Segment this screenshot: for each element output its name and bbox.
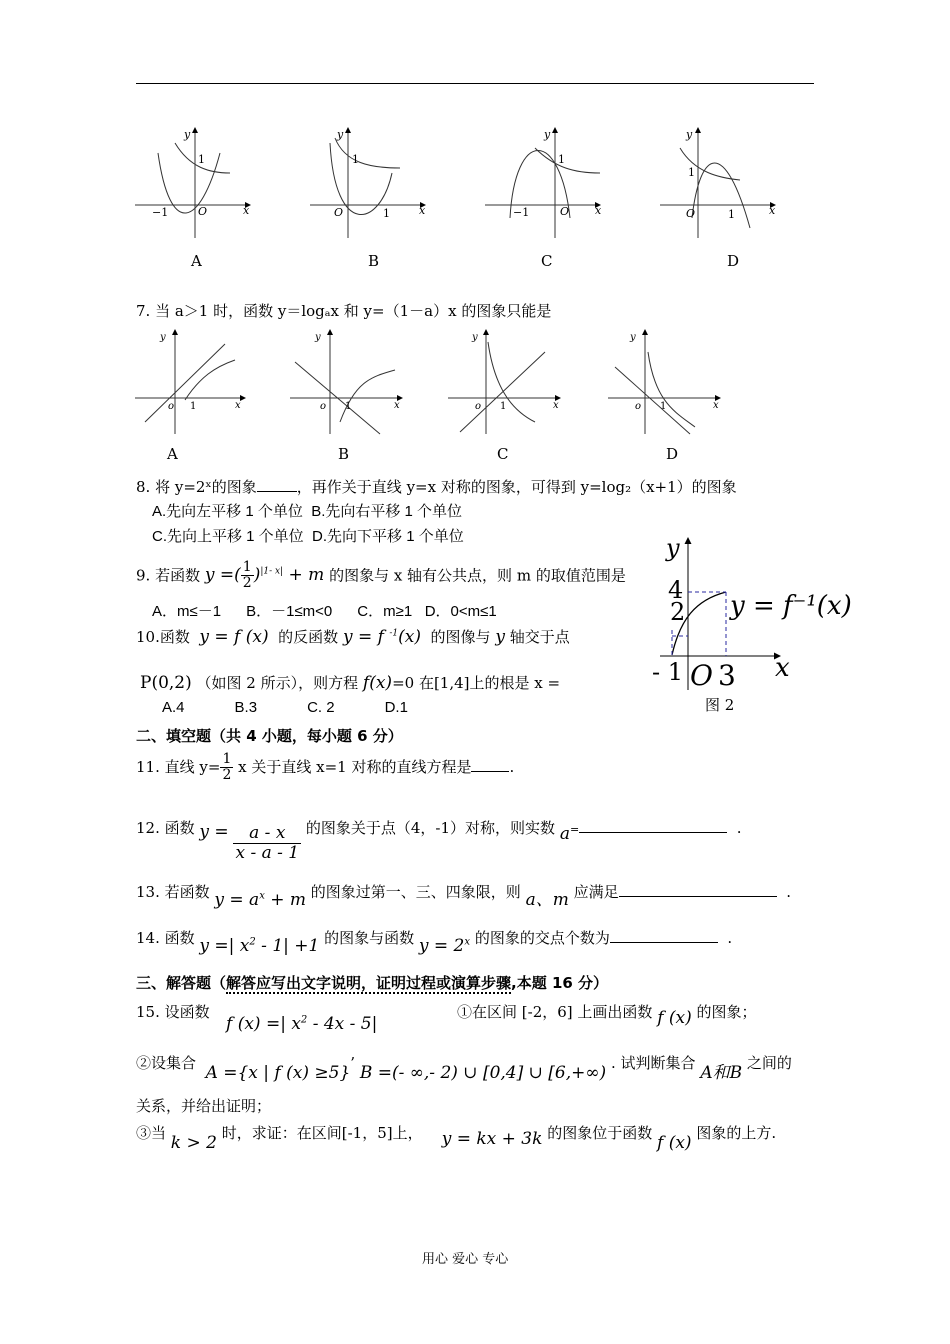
q10-line2: P(0,2) （如图 2 所示），则方程 f(x)=0 在[1,4]上的根是 x = <box>140 673 561 693</box>
svg-text:y: y <box>184 128 191 141</box>
q8-option-d: D.先向下平移 1 个单位 <box>312 528 464 545</box>
svg-text:O: O <box>198 205 208 218</box>
svg-text:x: x <box>553 400 559 411</box>
q7-stem: 7. 当 a＞1 时，函数 y＝logₐx 和 y=（1－a）x 的图象只能是 <box>136 302 552 320</box>
q9-option-d: D．0<m≤1 <box>424 603 497 620</box>
q9-option-c: C．m≥1 <box>357 603 413 620</box>
svg-text:o: o <box>168 401 175 412</box>
svg-text:y: y <box>315 332 321 343</box>
svg-text:1: 1 <box>558 153 565 166</box>
svg-text:y: y <box>686 128 693 141</box>
q8-stem: 8. 将 y=2ˣ的图象 ，再作关于直线 y=x 对称的图象，可得到 y=log₂（x+1）的图象 <box>136 478 737 496</box>
q15-part2-line2: 关系，并给出证明； <box>136 1097 272 1115</box>
svg-text:x: x <box>595 204 602 217</box>
q9-stem: 9. 若函数 y =( $\frac{1}{2}$ )$^{|1- x|}$ + m 的图象与 x 轴有公共点，则 m 的取值范围是 <box>136 559 626 592</box>
q7-graph-row <box>130 322 730 437</box>
svg-text:o: o <box>320 401 327 412</box>
fig2-origin: O <box>690 659 713 692</box>
svg-text:O: O <box>686 207 696 220</box>
q10-option-a: A.4 <box>162 699 185 716</box>
section-3-heading: 三、解答题（解答应写出文字说明，证明过程或演算步骤,本题 16 分） <box>136 974 609 992</box>
fig2-curve-label: y = f⁻¹(x) <box>730 591 852 621</box>
svg-text:1: 1 <box>345 401 352 412</box>
q15-intro: 15. 设函数 <box>136 1003 210 1021</box>
q6-label-b: B <box>368 252 380 270</box>
fig2-tick-4: 4 <box>668 576 684 604</box>
q10-option-d: D.1 <box>384 699 408 716</box>
q6-graph-d <box>660 128 775 238</box>
q15-part1: ①在区间 [-2，6] 上画出函数 f (x) 的图象； <box>457 1003 757 1028</box>
svg-text:y: y <box>337 128 344 141</box>
svg-text:O: O <box>560 205 570 218</box>
q9-option-b: B．－1≤m<0 <box>246 603 333 620</box>
svg-text:o: o <box>475 401 482 412</box>
page-footer: 用心 爱心 专心 <box>422 1252 509 1267</box>
svg-text:x: x <box>235 400 241 411</box>
q8-options-row2 <box>152 525 464 546</box>
q6-graph-b <box>310 128 425 238</box>
svg-text:1: 1 <box>688 166 695 179</box>
q7-label-b: B <box>338 445 350 463</box>
fig2-tick-neg1: - 1 <box>652 658 684 686</box>
q13: 13. 若函数 $y = a^x + m$ 的图象过第一、三、四象限，则 a、m 应满足 . <box>136 883 791 910</box>
q15-function: f (x) =| $x^2 - 4x - 5|$ <box>226 1014 378 1034</box>
svg-text:−1: −1 <box>152 206 169 219</box>
svg-text:−1: −1 <box>513 206 530 219</box>
fig2-y-label: y <box>666 534 680 562</box>
q8-option-b: B.先向右平移 1 个单位 <box>311 503 463 520</box>
svg-text:o: o <box>635 401 642 412</box>
q8-options-row1 <box>152 500 462 521</box>
svg-text:y: y <box>472 332 478 343</box>
q12: 12. 函数 y = $\frac{a - x}{x - a - 1}$ 的图象关于点（4，-1）对称，则实数 a= . <box>136 819 742 863</box>
q6-graph-c <box>485 128 600 238</box>
q8-option-a: A.先向左平移 1 个单位 <box>152 503 303 520</box>
q14: 14. 函数 y =| $x^2 - 1| +1$ 的图象与函数 $y = 2^x$ 的图象的交点个数为 . <box>136 929 733 956</box>
q15-part2: ②设集合 A ={x | f (x) ≥5}’ B =(- ∞,- 2) ∪ [0,4] ∪ [6,+∞) . 试判断集合 A和B 之间的 <box>136 1054 792 1083</box>
svg-text:1: 1 <box>383 207 390 220</box>
q15-part3: ③当 k > 2 时，求证：在区间[-1，5]上， y = kx + 3k 的图象位于函数 f (x) 图象的上方. <box>136 1124 777 1153</box>
svg-text:x: x <box>243 204 250 217</box>
q9-options <box>152 600 497 621</box>
q11: 11. 直线 y= $\frac{1}{2}$ x 关于直线 x=1 对称的直线方程是 . <box>136 751 515 784</box>
q10-option-b: B.3 <box>234 699 258 716</box>
q6-label-a: A <box>191 252 202 270</box>
svg-text:x: x <box>419 204 426 217</box>
svg-text:1: 1 <box>660 401 667 412</box>
svg-text:x: x <box>713 400 719 411</box>
q6-label-c: C <box>541 252 553 270</box>
header-rule <box>136 83 814 84</box>
q8-option-c: C.先向上平移 1 个单位 <box>152 528 304 545</box>
fig2-tick-2: 2 <box>670 598 686 626</box>
q6-graph-row <box>130 118 790 278</box>
svg-text:x: x <box>394 400 400 411</box>
svg-text:1: 1 <box>190 401 197 412</box>
q6-label-d: D <box>727 252 740 270</box>
svg-text:O: O <box>334 206 344 219</box>
fig2-x-label: x <box>775 653 790 683</box>
section-2-heading: 二、填空题（共 4 小题，每小题 6 分） <box>136 727 403 745</box>
svg-text:1: 1 <box>728 208 735 221</box>
svg-text:1: 1 <box>500 401 507 412</box>
q7-label-d: D <box>666 445 679 463</box>
svg-text:y: y <box>544 128 551 141</box>
q10-options <box>162 699 408 716</box>
svg-text:x: x <box>769 204 776 217</box>
svg-text:1: 1 <box>198 153 205 166</box>
svg-text:1: 1 <box>352 153 359 166</box>
fig2-tick-3: 3 <box>718 659 736 692</box>
figure-2 <box>650 530 852 695</box>
q7-label-a: A <box>167 445 178 463</box>
fig2-caption: 图 2 <box>705 696 735 714</box>
q10-line1: 10.函数 y = f (x) 的反函数 y = f $^{-1}$(x) 的图像与 y 轴交于点 <box>136 627 570 647</box>
q9-option-a: A．m≤－1 <box>152 603 222 620</box>
q9-formula: y =( $\frac{1}{2}$ )$^{|1- x|}$ + m <box>204 559 325 592</box>
q10-option-c: C. 2 <box>307 699 335 716</box>
svg-text:y: y <box>160 332 166 343</box>
q6-graph-a <box>135 128 250 238</box>
q7-label-c: C <box>497 445 509 463</box>
svg-text:y: y <box>630 332 636 343</box>
